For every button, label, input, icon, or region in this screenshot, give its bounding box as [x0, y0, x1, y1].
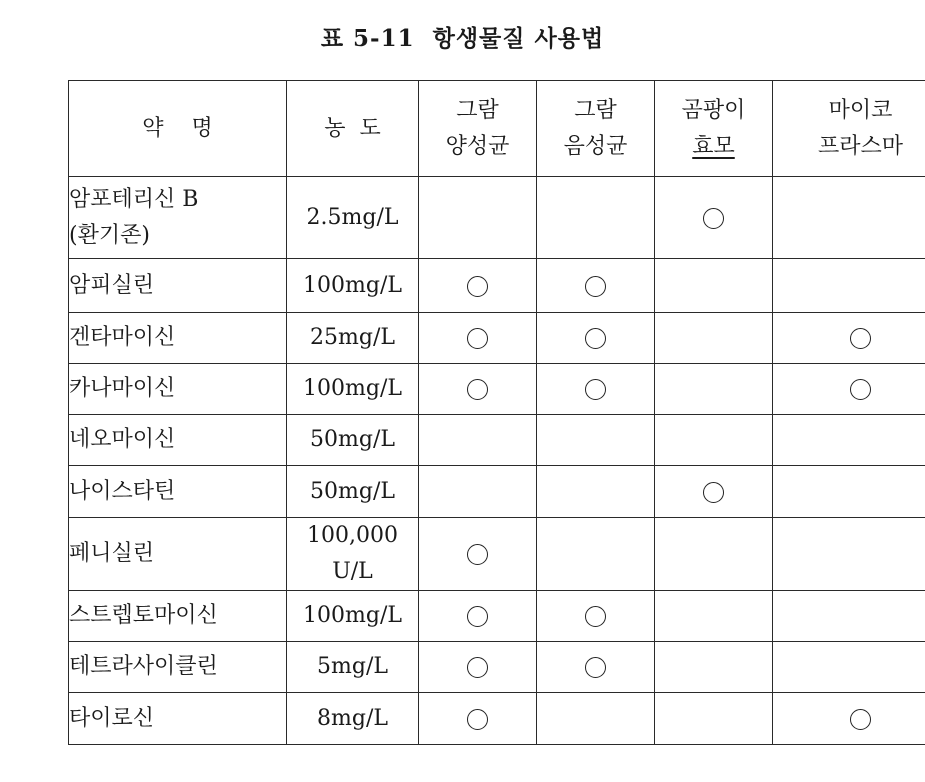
concentration-cell: [287, 259, 419, 313]
concentration-cell: [287, 693, 419, 745]
table-row: [69, 415, 925, 466]
gram-negative-cell: [537, 591, 655, 642]
header-mold-yeast: [655, 81, 773, 177]
circle-mark-icon: [467, 657, 488, 678]
table-row: [69, 642, 925, 693]
drug-name-text: 나이스타틴: [69, 478, 176, 504]
mycoplasma-cell: [773, 313, 925, 364]
circle-mark-icon: [850, 709, 871, 730]
mycoplasma-cell: [773, 364, 925, 415]
header-drug-name-label: 약 명: [142, 115, 213, 141]
drug-name-text: 스트렙토마이신: [69, 603, 218, 628]
circle-mark-icon: [585, 328, 606, 349]
mycoplasma-cell: [773, 259, 925, 313]
drug-name-text: 페니실린: [69, 541, 155, 566]
gram-positive-cell: [419, 591, 537, 642]
gram-negative-cell: [537, 466, 655, 518]
drug-name-text: 겐타마이신: [69, 325, 176, 350]
drug-name-cell: [69, 693, 287, 745]
concentration-text: 100mg/L: [303, 603, 402, 628]
header-gram-negative: [537, 81, 655, 177]
table-row: [69, 313, 925, 364]
header-mycoplasma: [773, 81, 925, 177]
drug-name-cell: [69, 259, 287, 313]
concentration-text: 50mg/L: [310, 427, 395, 452]
gram-positive-cell: [419, 415, 537, 466]
mycoplasma-cell: [773, 642, 925, 693]
table-row: [69, 591, 925, 642]
header-concentration-label: 농 도: [324, 115, 381, 141]
drug-name-text: 테트라사이클린: [69, 654, 218, 679]
table-row: [69, 259, 925, 313]
drug-name-text: 카나마이신: [69, 376, 176, 401]
circle-mark-icon: [585, 276, 606, 297]
circle-mark-icon: [467, 276, 488, 297]
mold-yeast-cell: [655, 364, 773, 415]
concentration-cell: [287, 642, 419, 693]
header-mold-yeast-line2: 효모: [692, 133, 735, 159]
table-body: [69, 177, 925, 745]
concentration-text: U/L: [332, 559, 373, 584]
concentration-text: 25mg/L: [310, 325, 395, 350]
mold-yeast-cell: [655, 591, 773, 642]
mycoplasma-cell: [773, 591, 925, 642]
drug-name-cell: [69, 466, 287, 518]
concentration-cell: [287, 518, 419, 591]
circle-mark-icon: [467, 544, 488, 565]
header-drug-name: [69, 81, 287, 177]
gram-positive-cell: [419, 259, 537, 313]
table-header-row: [69, 81, 925, 177]
concentration-text: 50mg/L: [310, 478, 395, 504]
header-gram-positive-line1: 그람: [456, 97, 499, 123]
concentration-text: 100mg/L: [303, 272, 402, 298]
header-gram-positive-line2: 양성균: [445, 133, 510, 159]
gram-negative-cell: [537, 415, 655, 466]
table-container: [68, 80, 925, 764]
page-title: 표 5-11 항생물질 사용법: [320, 25, 605, 52]
table-row: [69, 518, 925, 591]
circle-mark-icon: [467, 328, 488, 349]
table-row: [69, 177, 925, 259]
concentration-cell: [287, 591, 419, 642]
gram-positive-cell: [419, 518, 537, 591]
header-concentration: [287, 81, 419, 177]
circle-mark-icon: [585, 657, 606, 678]
gram-negative-cell: [537, 518, 655, 591]
table-row: [69, 466, 925, 518]
header-gram-negative-line2: 음성균: [563, 133, 628, 159]
drug-name-cell: [69, 591, 287, 642]
drug-name-text: 암포테리신 B: [69, 186, 199, 212]
drug-name-cell: [69, 642, 287, 693]
gram-positive-cell: [419, 642, 537, 693]
circle-mark-icon: [703, 482, 724, 503]
circle-mark-icon: [850, 328, 871, 349]
circle-mark-icon: [467, 379, 488, 400]
header-mycoplasma-line1: 마이코: [828, 97, 893, 123]
gram-positive-cell: [419, 364, 537, 415]
drug-name-text: 타이로신: [69, 705, 155, 731]
drug-name-cell: [69, 364, 287, 415]
header-mycoplasma-line2: 프라스마: [817, 133, 903, 159]
gram-negative-cell: [537, 693, 655, 745]
mold-yeast-cell: [655, 313, 773, 364]
header-gram-negative-line1: 그람: [574, 97, 617, 123]
mold-yeast-cell: [655, 693, 773, 745]
circle-mark-icon: [585, 606, 606, 627]
concentration-cell: [287, 415, 419, 466]
table-row: [69, 693, 925, 745]
mycoplasma-cell: [773, 518, 925, 591]
mycoplasma-cell: [773, 177, 925, 259]
concentration-text: 2.5mg/L: [306, 204, 399, 230]
table-row: [69, 364, 925, 415]
drug-name-cell: [69, 415, 287, 466]
gram-negative-cell: [537, 642, 655, 693]
header-gram-positive: [419, 81, 537, 177]
drug-name-text: (환기존): [69, 222, 150, 248]
mold-yeast-cell: [655, 518, 773, 591]
drug-name-cell: [69, 518, 287, 591]
drug-name-text: 암피실린: [69, 272, 155, 298]
circle-mark-icon: [585, 379, 606, 400]
concentration-text: 100mg/L: [303, 376, 402, 401]
gram-negative-cell: [537, 259, 655, 313]
circle-mark-icon: [703, 208, 724, 229]
mycoplasma-cell: [773, 415, 925, 466]
mycoplasma-cell: [773, 466, 925, 518]
antibiotic-table: [68, 80, 925, 745]
concentration-cell: [287, 466, 419, 518]
mold-yeast-cell: [655, 415, 773, 466]
header-mold-yeast-line1: 곰팡이: [681, 97, 746, 123]
mycoplasma-cell: [773, 693, 925, 745]
drug-name-text: 네오마이신: [69, 427, 176, 452]
concentration-text: 8mg/L: [317, 705, 388, 731]
circle-mark-icon: [850, 379, 871, 400]
gram-positive-cell: [419, 177, 537, 259]
concentration-cell: [287, 364, 419, 415]
mold-yeast-cell: [655, 466, 773, 518]
gram-negative-cell: [537, 177, 655, 259]
gram-positive-cell: [419, 693, 537, 745]
concentration-cell: [287, 313, 419, 364]
circle-mark-icon: [467, 606, 488, 627]
concentration-cell: [287, 177, 419, 259]
concentration-text: 5mg/L: [317, 654, 388, 679]
drug-name-cell: [69, 313, 287, 364]
circle-mark-icon: [467, 709, 488, 730]
gram-positive-cell: [419, 313, 537, 364]
mold-yeast-cell: [655, 642, 773, 693]
mold-yeast-cell: [655, 177, 773, 259]
gram-negative-cell: [537, 313, 655, 364]
drug-name-cell: [69, 177, 287, 259]
gram-negative-cell: [537, 364, 655, 415]
gram-positive-cell: [419, 466, 537, 518]
concentration-text: 100,000: [307, 523, 398, 548]
mold-yeast-cell: [655, 259, 773, 313]
